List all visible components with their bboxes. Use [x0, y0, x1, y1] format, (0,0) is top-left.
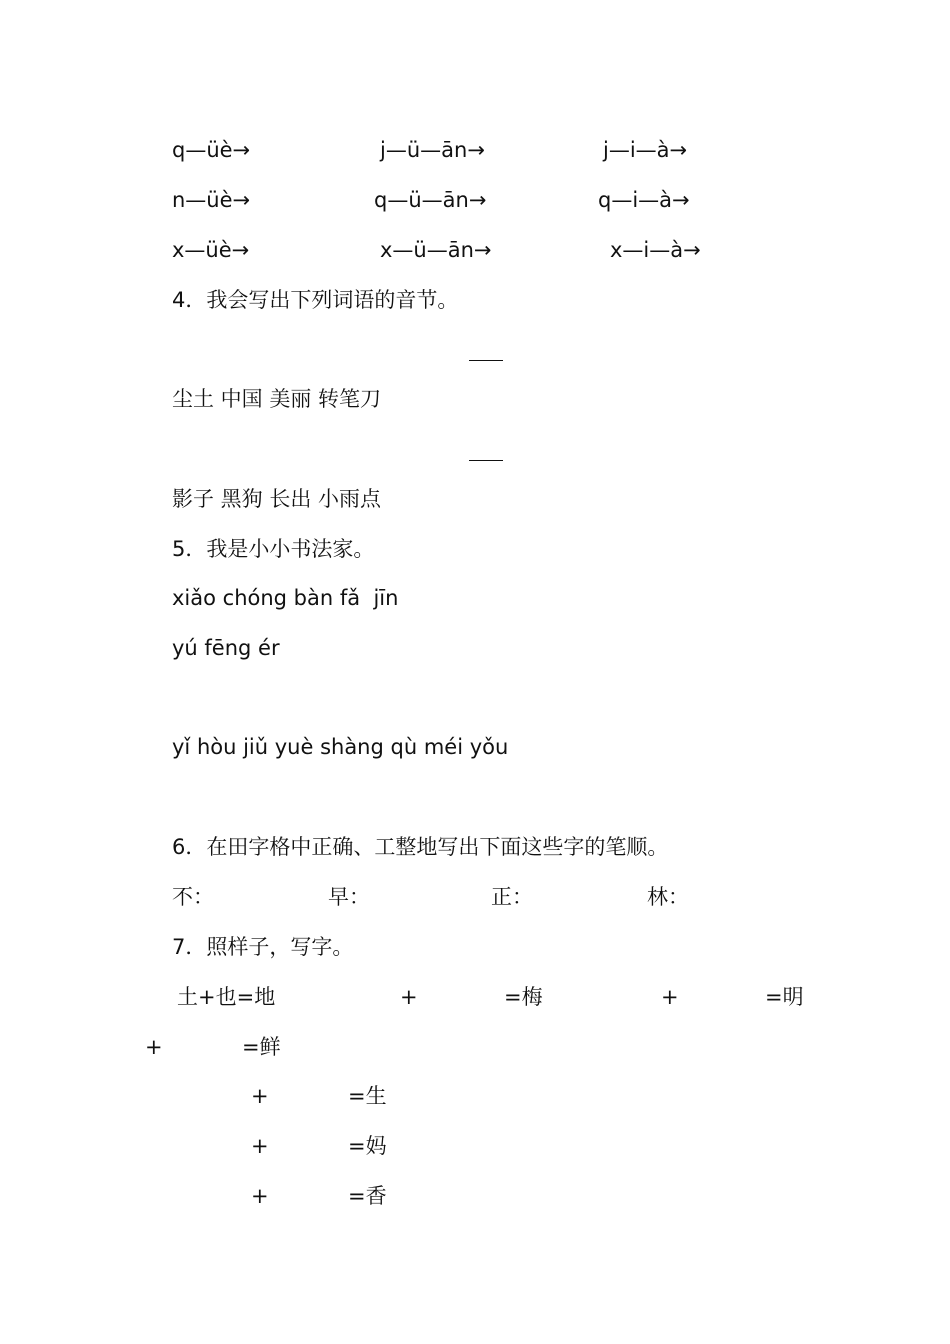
spelling-r2-c3: q—i—à→: [598, 188, 690, 212]
q7-result-xian: =鲜: [242, 1035, 281, 1059]
spelling-r3-c3: x—i—à→: [610, 238, 701, 262]
spelling-r2-c1: n—üè→: [172, 188, 251, 212]
spelling-r1-c3: j—i—à→: [603, 138, 688, 162]
q5-pinyin-line3: yǐ hòu jiǔ yuè shàng qù méi yǒu: [172, 735, 509, 759]
q7-result-sheng: =生: [348, 1084, 387, 1108]
q7-result-xiang: =香: [348, 1184, 387, 1208]
q7-example: 土+也=地: [177, 985, 276, 1009]
q7-plus-ma: +: [251, 1134, 269, 1158]
q6-item-zheng: 正：: [491, 885, 533, 909]
q7-plus-xiang: +: [251, 1184, 269, 1208]
q6-title: 6．在田字格中正确、工整地写出下面这些字的笔顺。: [172, 835, 669, 859]
q4-title: 4．我会写出下列词语的音节。: [172, 288, 459, 312]
q4-words-row2: 影子 黑狗 长出 小雨点: [172, 487, 382, 511]
q6-item-lin: 林：: [647, 885, 689, 909]
q7-plus-mei: +: [400, 985, 418, 1009]
q7-result-mei: =梅: [504, 985, 543, 1009]
q4-answer-line-2: [469, 460, 503, 461]
q7-plus-xian: +: [145, 1035, 163, 1059]
q6-item-bu: 不：: [172, 885, 214, 909]
q7-result-ma: =妈: [348, 1134, 387, 1158]
q7-plus-sheng: +: [251, 1084, 269, 1108]
q7-result-ming: =明: [765, 985, 804, 1009]
spelling-r1-c2: j—ü—ān→: [380, 138, 485, 162]
q4-words-row1: 尘土 中国 美丽 转笔刀: [172, 387, 382, 411]
spelling-r2-c2: q—ü—ān→: [374, 188, 487, 212]
q5-title: 5．我是小小书法家。: [172, 537, 375, 561]
spelling-r3-c2: x—ü—ān→: [380, 238, 492, 262]
q7-title: 7．照样子，写字。: [172, 935, 354, 959]
q6-item-zao: 早：: [328, 885, 370, 909]
q4-answer-line-1: [469, 360, 503, 361]
q5-pinyin-line2: yú fēng ér: [172, 636, 280, 660]
q5-pinyin-line1: xiǎo chóng bàn fǎ jīn: [172, 586, 399, 610]
spelling-r1-c1: q—üè→: [172, 138, 251, 162]
spelling-r3-c1: x—üè→: [172, 238, 250, 262]
q7-plus-ming: +: [661, 985, 679, 1009]
